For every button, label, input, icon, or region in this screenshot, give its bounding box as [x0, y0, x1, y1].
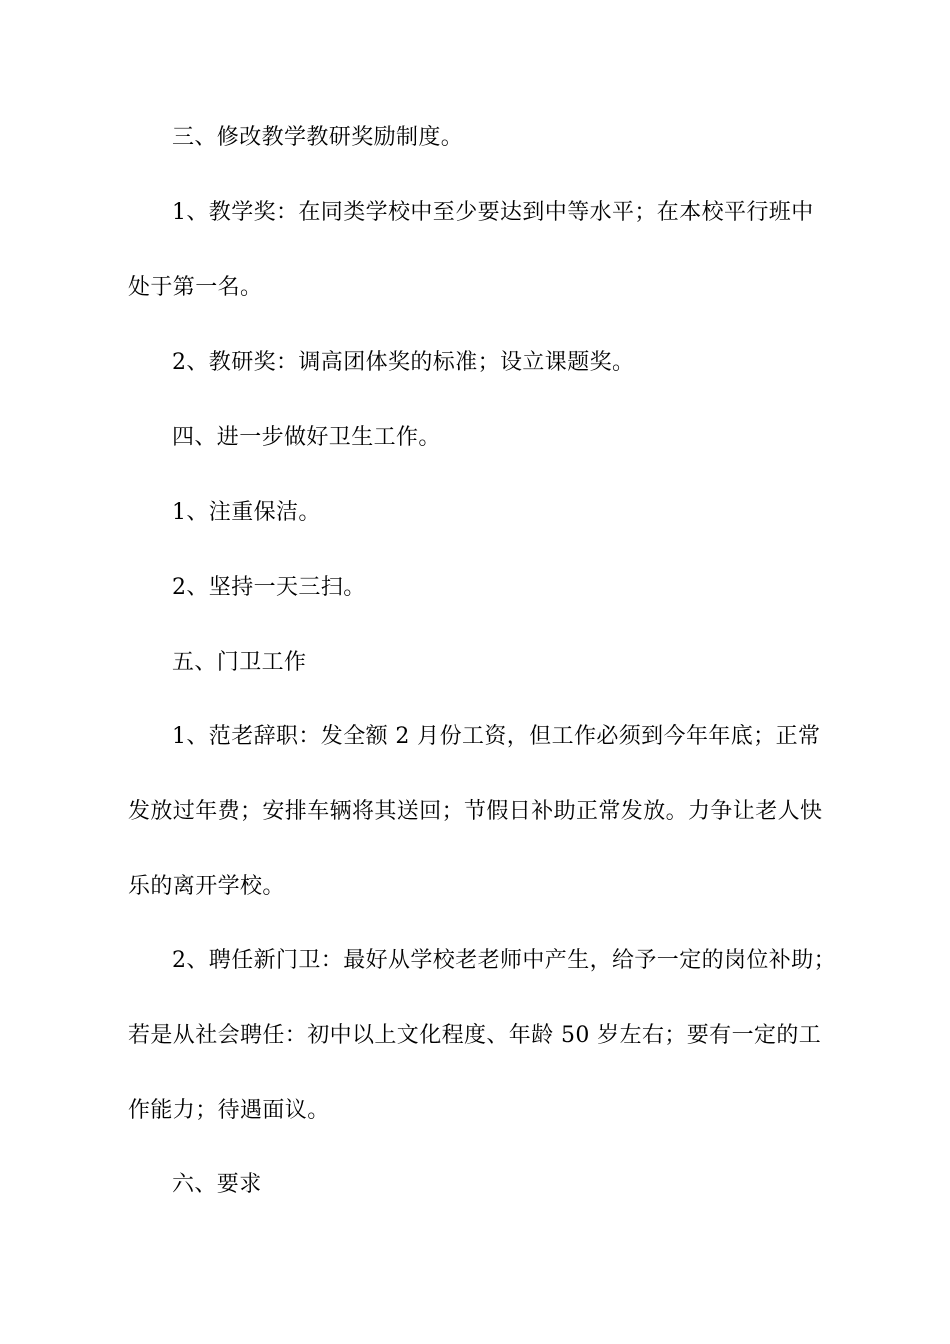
paragraph-resignation-cont-2: 乐的离开学校。 [128, 874, 285, 899]
section-heading-6: 六、要求 [172, 1172, 262, 1197]
paragraph-sweeping: 2、坚持一天三扫。 [172, 575, 366, 600]
paragraph-new-guard: 2、聘任新门卫：最好从学校老老师中产生，给予一定的岗位补助； [172, 948, 836, 973]
paragraph-new-guard-cont-2: 作能力；待遇面议。 [128, 1098, 330, 1123]
section-heading-4: 四、进一步做好卫生工作。 [172, 425, 441, 450]
paragraph-new-guard-cont-1: 若是从社会聘任：初中以上文化程度、年龄 50 岁左右；要有一定的工 [128, 1023, 822, 1048]
paragraph-teaching-award: 1、教学奖：在同类学校中至少要达到中等水平；在本校平行班中 [172, 200, 814, 225]
paragraph-teaching-award-cont: 处于第一名。 [128, 275, 263, 300]
paragraph-cleaning: 1、注重保洁。 [172, 500, 321, 525]
paragraph-research-award: 2、教研奖：调高团体奖的标准；设立课题奖。 [172, 350, 635, 375]
paragraph-resignation: 1、范老辞职：发全额 2 月份工资，但工作必须到今年年底；正常 [172, 724, 821, 749]
section-heading-5: 五、门卫工作 [172, 650, 307, 675]
paragraph-resignation-cont-1: 发放过年费；安排车辆将其送回；节假日补助正常发放。力争让老人快 [128, 799, 823, 824]
section-heading-3: 三、修改教学教研奖励制度。 [172, 125, 464, 150]
